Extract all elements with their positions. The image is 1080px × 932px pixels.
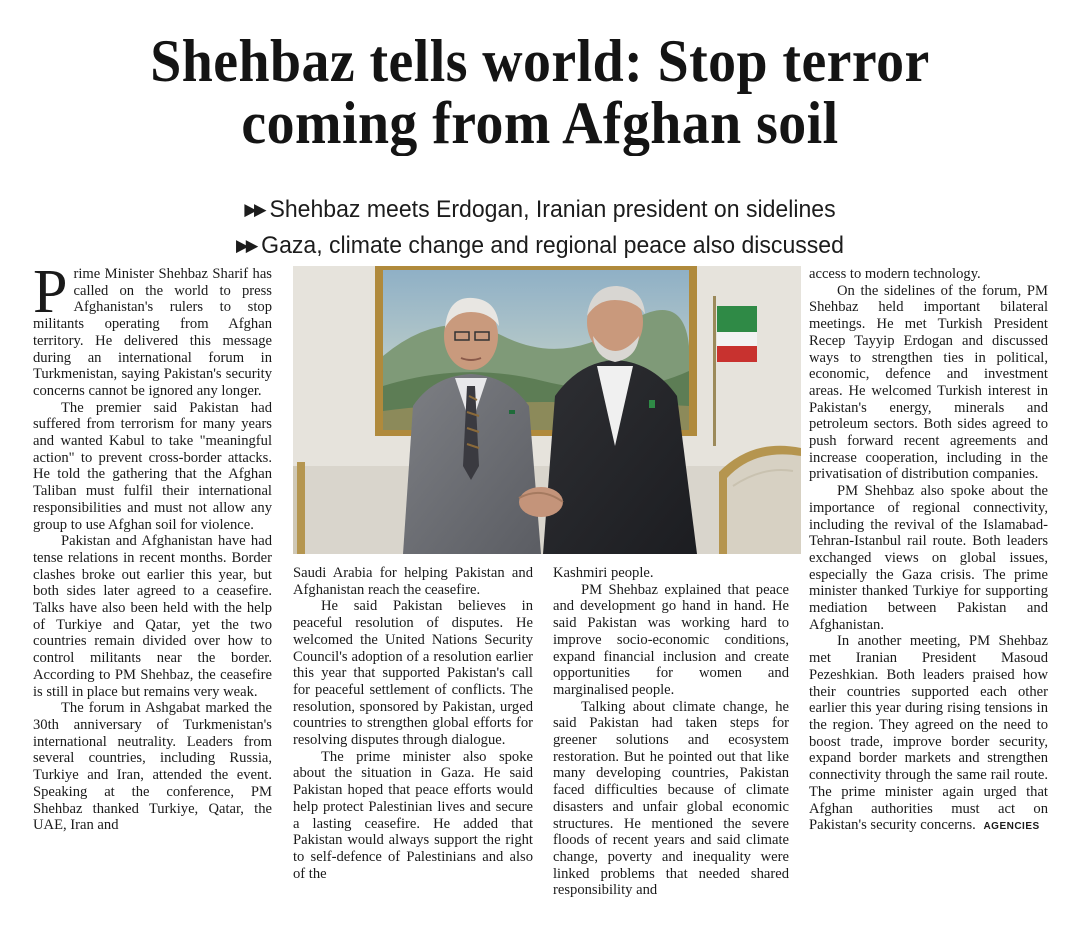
article-paragraph: Talking about climate change, he said Pakistan had taken steps for greener solutions and ecosystem restoration. But he pointed out that like many developing countries, Pakistan faced difficulties because of climate disasters and unfair global economic structures. He mentioned the severe floods of recent years and said climate change, poverty and inequality were linked problems that needed shared responsibility and [553,698,789,899]
subheadlines [0,193,1080,265]
subheadline-1-text: Shehbaz meets Erdogan, Iranian president on sidelines [269,196,836,223]
handshake [519,487,563,517]
subheadline-1 [22,193,1059,229]
article-paragraph: On the sidelines of the forum, PM Shehbaz held important bilateral meetings. He met Turkish President Recep Tayyip Erdogan and discussed ways to strengthen ties in political, economic, defence and investment areas. He welcomed Turkish interest in Pakistan's energy, minerals and petroleum sectors. Both sides agreed to push forward recent agreements and increase cooperation, including in the privatisation of distribution companies. [809,282,1048,483]
article-paragraph [809,633,1048,835]
photo-illustration [293,266,801,554]
paragraph-text: rime Minister Shehbaz Sharif has called on the world to press Afghanistan's rulers to stop militants operating from Afghan territory. He delivered this message during an international forum in Turkmenistan, saying Pakistan's security concerns cannot be ignored any longer. [33,266,272,399]
subheadline-2-text: Gaza, climate change and regional peace also discussed [261,232,844,259]
article-paragraph: The premier said Pakistan had suffered from terrorism for many years and wanted Kabul to take "meaningful action" to prevent cross-border attacks. He told the gathering that the Afghan Taliban must fulfil their international responsibilities and must not allow any group to use Afghan soil for violence. [33,399,272,533]
headline-line-2: coming from Afghan soil [241,90,839,156]
double-arrow-icon: ▶▶ [244,200,264,219]
double-arrow-icon: ▶▶ [236,236,256,255]
article-column-2 [293,565,533,882]
article-paragraph: The forum in Ashgabat marked the 30th anniversary of Turkmenistan's international neutrality. Leaders from several countries, including Russia, Turkiye and Iran, attended the event. Speaking at the conference, PM Shehbaz thanked Turkiye, Qatar, the UAE, Iran and [33,700,272,834]
news-photo [293,266,801,554]
article-column-3 [553,565,789,899]
headline-line-1: Shehbaz tells world: Stop terror [150,28,930,94]
article-paragraph: PM Shehbaz explained that peace and development go hand in hand. He said Pakistan was working hard to improve socio-economic conditions, expand financial inclusion and create opportunities for women and marginalised people. [553,581,789,698]
article-paragraph: Saudi Arabia for helping Pakistan and Afghanistan reach the ceasefire. [293,565,533,598]
article-column-4 [809,266,1048,836]
article-paragraph: access to modern technology. [809,266,981,282]
chair-left [293,462,305,554]
drop-cap: P [33,258,68,326]
article-column-1 [33,258,272,834]
article-paragraph: Pakistan and Afghanistan have had tense relations in recent months. Border clashes broke out earlier this year, but both sides later agreed to a ceasefire. Talks have also been held with the help of Turkiye and Qatar, yet the two countries remain divided over how to control militants near the border. According to PM Shehbaz, the ceasefire is still in place but remains very weak. [33,533,272,700]
chair-right [719,446,801,554]
article-paragraph: The prime minister also spoke about the situation in Gaza. He said Pakistan hoped that peace efforts would help protect Palestinian lives and secure a lasting ceasefire. He added that Pakistan would always support the right to self-defence of Palestinians and also of the [293,748,533,882]
article-paragraph: Kashmiri people. [553,565,654,581]
headline [38,30,1042,154]
paragraph-text: In another meeting, PM Shehbaz met Iranian President Masoud Pezeshkian. Both leaders praised how their countries supported each other earlier this year during rising tensions in the region. They agreed on the need to boost trade, improve border security, expand border markets and strengthen connectivity through the same rail route. The prime minister again urged that Afghan authorities must act on Pakistan's security concerns. [809,633,1048,834]
agencies-credit: AGENCIES [983,821,1040,833]
article-paragraph: PM Shehbaz also spoke about the importance of regional connectivity, including the revival of the Islamabad-Tehran-Istanbul rail route. Both leaders exchanged views on global issues, especially the Gaza crisis. The prime minister thanked Turkiye for supporting mediation between Pakistan and Afghanistan. [809,483,1048,633]
article-paragraph: He said Pakistan believes in peaceful resolution of disputes. He welcomed the United Nations Security Council's adoption of a resolution earlier this year that supported Pakistan's call for peaceful settlement of conflicts. The resolution, sponsored by Pakistan, urged countries to strengthen global efforts for resolving disputes through dialogue. [293,598,533,749]
subheadline-2 [22,229,1059,265]
article-paragraph [33,258,272,400]
